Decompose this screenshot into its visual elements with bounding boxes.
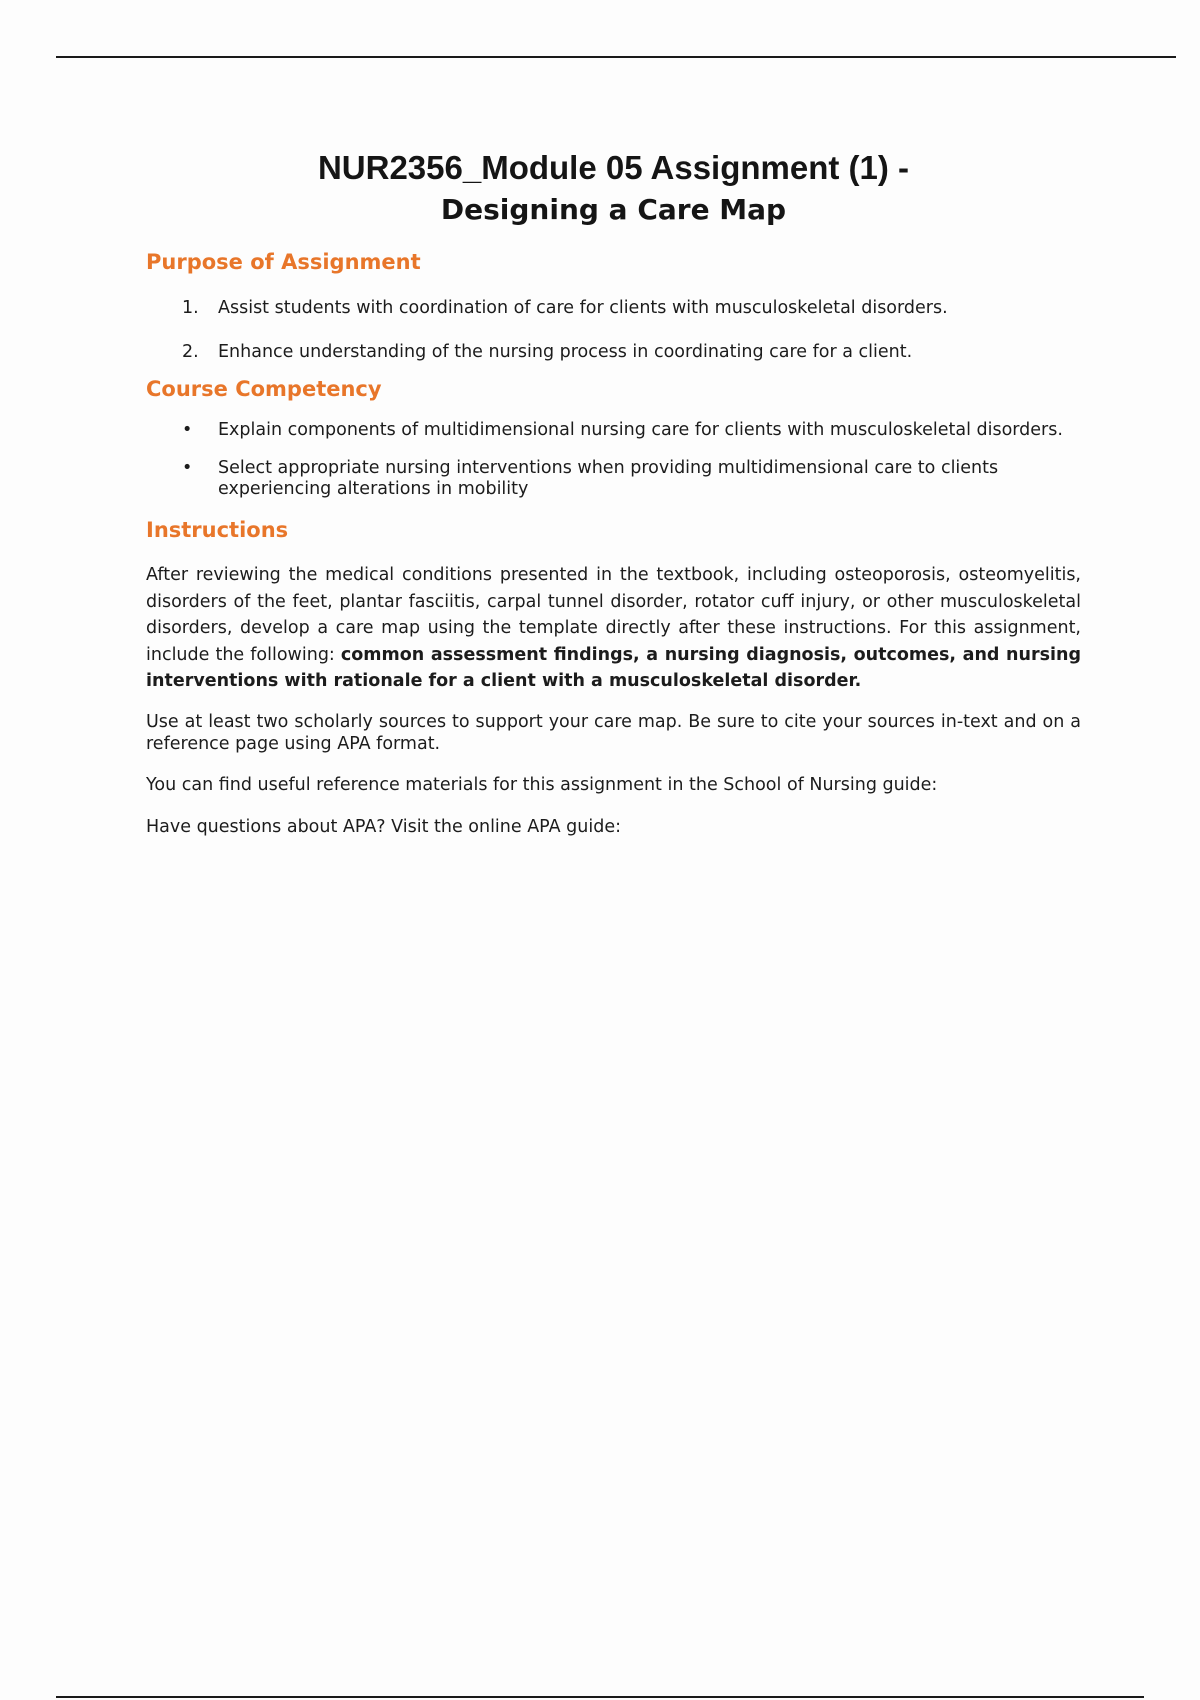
list-item-text: Enhance understanding of the nursing process in coordinating care for a client. — [218, 342, 913, 362]
bullet-marker: • — [182, 420, 193, 440]
competency-heading: Course Competency — [146, 377, 382, 401]
document-subtitle: Designing a Care Map — [440, 193, 787, 226]
document-title: NUR2356_Module 05 Assignment (1) - — [317, 149, 910, 186]
sources-paragraph: Use at least two scholarly sources to support your care map. Be sure to cite your sources in-text and on a reference page using APA format. — [146, 711, 1081, 754]
list-item — [146, 298, 1081, 319]
bottom-rule — [56, 1696, 1144, 1698]
list-marker: 2. — [182, 342, 199, 362]
list-item — [146, 458, 1081, 500]
purpose-list — [146, 298, 1081, 363]
instructions-paragraph — [146, 562, 1081, 695]
list-item-text: Select appropriate nursing interventions when providing multidimensional care to clients experiencing alterations in mobility — [218, 458, 999, 499]
list-item — [146, 342, 1081, 363]
reference-paragraph: You can find useful reference materials for this assignment in the School of Nursing guide: — [146, 774, 938, 795]
list-item — [146, 420, 1081, 441]
list-item-text: Assist students with coordination of care for clients with musculoskeletal disorders. — [218, 298, 948, 318]
list-marker: 1. — [182, 298, 199, 318]
list-item-text: Explain components of multidimensional nursing care for clients with musculoskeletal disorders. — [218, 420, 1063, 440]
instructions-text: After reviewing the medical conditions presented in the textbook, including osteoporosis, osteomyelitis, disorders of the feet, plantar fasciitis, carpal tunnel disorder, rotator cuff injury, or other musculoskeletal disorders, develop a care map using the template directly after these instructions. For this assignment, include the following: — [146, 565, 1081, 665]
purpose-heading: Purpose of Assignment — [146, 250, 421, 274]
instructions-bold-text: common assessment findings, a nursing diagnosis, outcomes, and nursing interventions with rationale for a client with a musculoskeletal disorder. — [146, 644, 1081, 691]
bullet-marker: • — [182, 458, 193, 478]
top-rule — [56, 56, 1176, 58]
document-body — [146, 146, 1081, 838]
competency-list — [146, 420, 1081, 500]
instructions-heading: Instructions — [146, 518, 289, 542]
apa-paragraph: Have questions about APA? Visit the online APA guide: — [146, 816, 621, 837]
